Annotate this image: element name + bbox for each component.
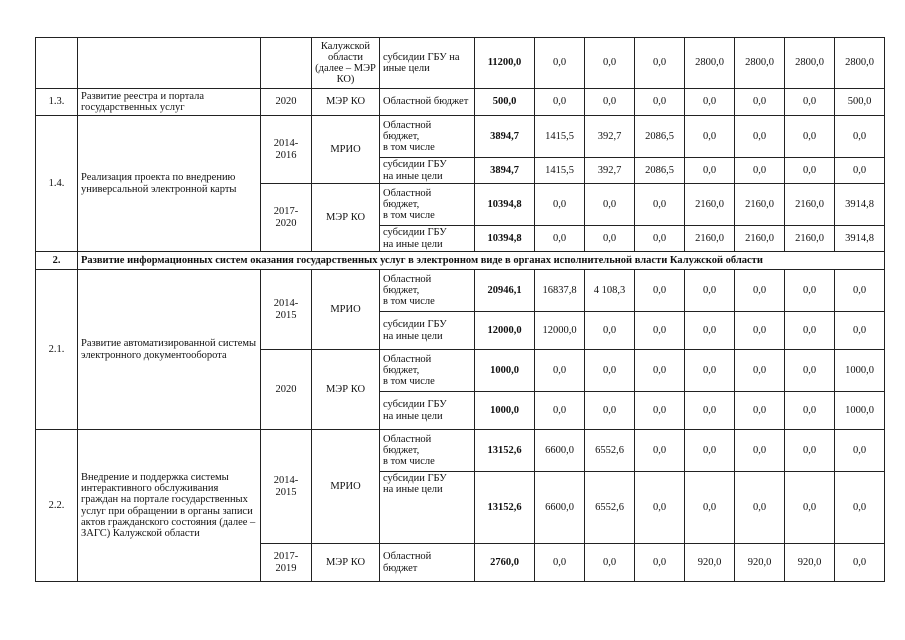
value-cell: 2086,5 <box>635 116 685 158</box>
value-cell: 0,0 <box>585 544 635 582</box>
source-cell <box>380 158 475 184</box>
num-cell: 1.4. <box>36 116 78 252</box>
total-cell: 11200,0 <box>475 38 535 89</box>
source-cell <box>380 350 475 392</box>
total-cell: 13152,6 <box>475 472 535 544</box>
source-line: субсидии ГБУ <box>383 319 447 331</box>
value-cell: 0,0 <box>535 89 585 116</box>
period-cell: 2014-2015 <box>261 270 312 350</box>
source-line: Областной <box>383 119 432 131</box>
executor-cell: МРИО <box>312 116 380 184</box>
period-cell: 2014-2016 <box>261 116 312 184</box>
name-cell: Развитие автоматизированной системы электронного документооборота <box>78 270 261 430</box>
source-line: бюджет, <box>383 444 420 456</box>
executor-cell: МРИО <box>312 430 380 544</box>
value-cell: 0,0 <box>835 430 885 472</box>
total-cell: 1000,0 <box>475 350 535 392</box>
name-cell: Внедрение и поддержка системы интерактивного обслуживания граждан на портале государственных услуг при обращении в органы записи актов гражданского состояния (далее – ЗАГС) Калужской области <box>78 430 261 582</box>
executor-cell: Калужской области (далее – МЭР КО) <box>312 38 380 89</box>
source-cell <box>380 226 475 252</box>
source-line: в том числе <box>383 376 435 387</box>
period-cell: 2020 <box>261 350 312 430</box>
total-cell: 10394,8 <box>475 184 535 226</box>
value-cell: 392,7 <box>585 116 635 158</box>
value-cell: 0,0 <box>735 392 785 430</box>
value-cell: 0,0 <box>785 89 835 116</box>
value-cell: 2160,0 <box>785 226 835 252</box>
value-cell: 0,0 <box>785 270 835 312</box>
total-cell: 10394,8 <box>475 226 535 252</box>
source-line: на иные цели <box>383 410 443 422</box>
value-cell: 0,0 <box>835 544 885 582</box>
num-cell: 1.3. <box>36 89 78 116</box>
source-line: Областной <box>383 187 432 199</box>
value-cell: 2160,0 <box>685 184 735 226</box>
value-cell: 920,0 <box>785 544 835 582</box>
value-cell: 1415,5 <box>535 158 585 184</box>
total-cell: 3894,7 <box>475 116 535 158</box>
section-header-row <box>36 252 885 270</box>
value-cell: 2160,0 <box>735 184 785 226</box>
source-line: на иные цели <box>383 238 443 250</box>
value-cell: 3914,8 <box>835 226 885 252</box>
period-cell <box>261 38 312 89</box>
value-cell: 2160,0 <box>785 184 835 226</box>
value-cell: 1000,0 <box>835 350 885 392</box>
value-cell: 0,0 <box>585 226 635 252</box>
source-cell: субсидии ГБУ на иные цели <box>380 38 475 89</box>
value-cell: 0,0 <box>785 312 835 350</box>
table-row <box>36 89 885 116</box>
value-cell: 0,0 <box>685 158 735 184</box>
value-cell: 16837,8 <box>535 270 585 312</box>
name-cell: Развитие реестра и портала государственных услуг <box>78 89 261 116</box>
total-cell: 500,0 <box>475 89 535 116</box>
source-line: бюджет, <box>383 364 420 376</box>
source-line: в том числе <box>383 296 435 307</box>
source-cell <box>380 430 475 472</box>
value-cell: 0,0 <box>785 392 835 430</box>
value-cell: 2800,0 <box>685 38 735 89</box>
value-cell: 0,0 <box>785 158 835 184</box>
value-cell: 0,0 <box>735 89 785 116</box>
executor-cell: МЭР КО <box>312 350 380 430</box>
value-cell: 0,0 <box>535 184 585 226</box>
value-cell: 0,0 <box>835 116 885 158</box>
source-line: субсидии ГБУ <box>383 473 447 484</box>
source-line: в том числе <box>383 142 435 153</box>
num-cell: 2.1. <box>36 270 78 430</box>
source-line: в том числе <box>383 210 435 221</box>
value-cell: 0,0 <box>735 116 785 158</box>
source-line: Областной <box>383 551 432 563</box>
value-cell: 920,0 <box>735 544 785 582</box>
table-row <box>36 38 885 89</box>
source-cell <box>380 312 475 350</box>
value-cell: 0,0 <box>785 472 835 544</box>
value-cell: 0,0 <box>585 392 635 430</box>
value-cell: 1415,5 <box>535 116 585 158</box>
name-cell <box>78 38 261 89</box>
value-cell: 2086,5 <box>635 158 685 184</box>
value-cell: 0,0 <box>535 392 585 430</box>
value-cell: 0,0 <box>685 392 735 430</box>
section-title: Развитие информационных систем оказания государственных услуг в электронном виде в органах исполнительной власти Калужской области <box>78 252 885 270</box>
budget-table <box>35 37 885 582</box>
total-cell: 1000,0 <box>475 392 535 430</box>
value-cell: 0,0 <box>835 472 885 544</box>
name-cell: Реализация проекта по внедрению универсальной электронной карты <box>78 116 261 252</box>
value-cell: 0,0 <box>635 270 685 312</box>
value-cell: 0,0 <box>585 350 635 392</box>
value-cell: 0,0 <box>735 312 785 350</box>
value-cell: 0,0 <box>635 184 685 226</box>
value-cell: 0,0 <box>735 270 785 312</box>
executor-cell: МЭР КО <box>312 184 380 252</box>
value-cell: 0,0 <box>635 38 685 89</box>
value-cell: 0,0 <box>685 350 735 392</box>
total-cell: 2760,0 <box>475 544 535 582</box>
value-cell: 0,0 <box>635 350 685 392</box>
source-line: Областной <box>383 433 432 445</box>
value-cell: 2160,0 <box>685 226 735 252</box>
section-number: 2. <box>36 252 78 270</box>
num-cell <box>36 38 78 89</box>
source-cell <box>380 270 475 312</box>
value-cell: 500,0 <box>835 89 885 116</box>
value-cell: 2800,0 <box>735 38 785 89</box>
value-cell: 920,0 <box>685 544 735 582</box>
value-cell: 0,0 <box>635 392 685 430</box>
value-cell: 0,0 <box>735 158 785 184</box>
value-cell: 0,0 <box>685 430 735 472</box>
value-cell: 0,0 <box>785 430 835 472</box>
source-cell <box>380 544 475 582</box>
value-cell: 0,0 <box>835 158 885 184</box>
value-cell: 0,0 <box>685 116 735 158</box>
value-cell: 12000,0 <box>535 312 585 350</box>
source-line: на иные цели <box>383 170 443 182</box>
value-cell: 2160,0 <box>735 226 785 252</box>
value-cell: 0,0 <box>685 270 735 312</box>
period-cell: 2017-2019 <box>261 544 312 582</box>
source-line: в том числе <box>383 456 435 467</box>
value-cell: 0,0 <box>835 270 885 312</box>
value-cell: 0,0 <box>635 89 685 116</box>
total-cell: 13152,6 <box>475 430 535 472</box>
value-cell: 0,0 <box>535 350 585 392</box>
source-line: бюджет, <box>383 130 420 142</box>
source-cell <box>380 392 475 430</box>
source-line: Областной <box>383 353 432 365</box>
executor-cell: МЭР КО <box>312 544 380 582</box>
source-line: субсидии ГБУ <box>383 159 447 171</box>
value-cell: 3914,8 <box>835 184 885 226</box>
value-cell: 0,0 <box>635 312 685 350</box>
total-cell: 3894,7 <box>475 158 535 184</box>
source-line: субсидии ГБУ <box>383 399 447 411</box>
source-cell <box>380 116 475 158</box>
num-cell: 2.2. <box>36 430 78 582</box>
value-cell: 6552,6 <box>585 472 635 544</box>
total-cell: 12000,0 <box>475 312 535 350</box>
value-cell: 4 108,3 <box>585 270 635 312</box>
total-cell: 20946,1 <box>475 270 535 312</box>
source-line: на иные цели <box>383 330 443 342</box>
period-cell: 2020 <box>261 89 312 116</box>
value-cell: 2800,0 <box>785 38 835 89</box>
value-cell: 1000,0 <box>835 392 885 430</box>
value-cell: 0,0 <box>535 544 585 582</box>
value-cell: 0,0 <box>735 350 785 392</box>
value-cell: 0,0 <box>735 430 785 472</box>
source-line: бюджет <box>383 562 418 574</box>
value-cell: 0,0 <box>585 184 635 226</box>
period-cell: 2014-2015 <box>261 430 312 544</box>
source-line: субсидии ГБУ <box>383 227 447 239</box>
value-cell: 0,0 <box>685 472 735 544</box>
value-cell: 6552,6 <box>585 430 635 472</box>
value-cell: 0,0 <box>785 350 835 392</box>
value-cell: 0,0 <box>585 89 635 116</box>
table-row <box>36 116 885 158</box>
value-cell: 0,0 <box>585 38 635 89</box>
value-cell: 6600,0 <box>535 472 585 544</box>
source-line: бюджет, <box>383 198 420 210</box>
value-cell: 0,0 <box>785 116 835 158</box>
executor-cell: МЭР КО <box>312 89 380 116</box>
value-cell: 392,7 <box>585 158 635 184</box>
value-cell: 0,0 <box>635 430 685 472</box>
value-cell: 2800,0 <box>835 38 885 89</box>
value-cell: 0,0 <box>685 89 735 116</box>
executor-cell: МРИО <box>312 270 380 350</box>
source-line: бюджет, <box>383 284 420 296</box>
value-cell: 0,0 <box>835 312 885 350</box>
source-cell <box>380 472 475 544</box>
source-cell <box>380 184 475 226</box>
value-cell: 0,0 <box>685 312 735 350</box>
value-cell: 0,0 <box>535 38 585 89</box>
value-cell: 0,0 <box>535 226 585 252</box>
value-cell: 0,0 <box>735 472 785 544</box>
value-cell: 0,0 <box>635 226 685 252</box>
table-row <box>36 430 885 472</box>
source-line: Областной <box>383 273 432 285</box>
source-line: на иные цели <box>383 484 443 496</box>
value-cell: 0,0 <box>585 312 635 350</box>
value-cell: 0,0 <box>635 544 685 582</box>
period-cell: 2017-2020 <box>261 184 312 252</box>
value-cell: 0,0 <box>635 472 685 544</box>
value-cell: 6600,0 <box>535 430 585 472</box>
source-cell: Областной бюджет <box>380 89 475 116</box>
table-row <box>36 270 885 312</box>
